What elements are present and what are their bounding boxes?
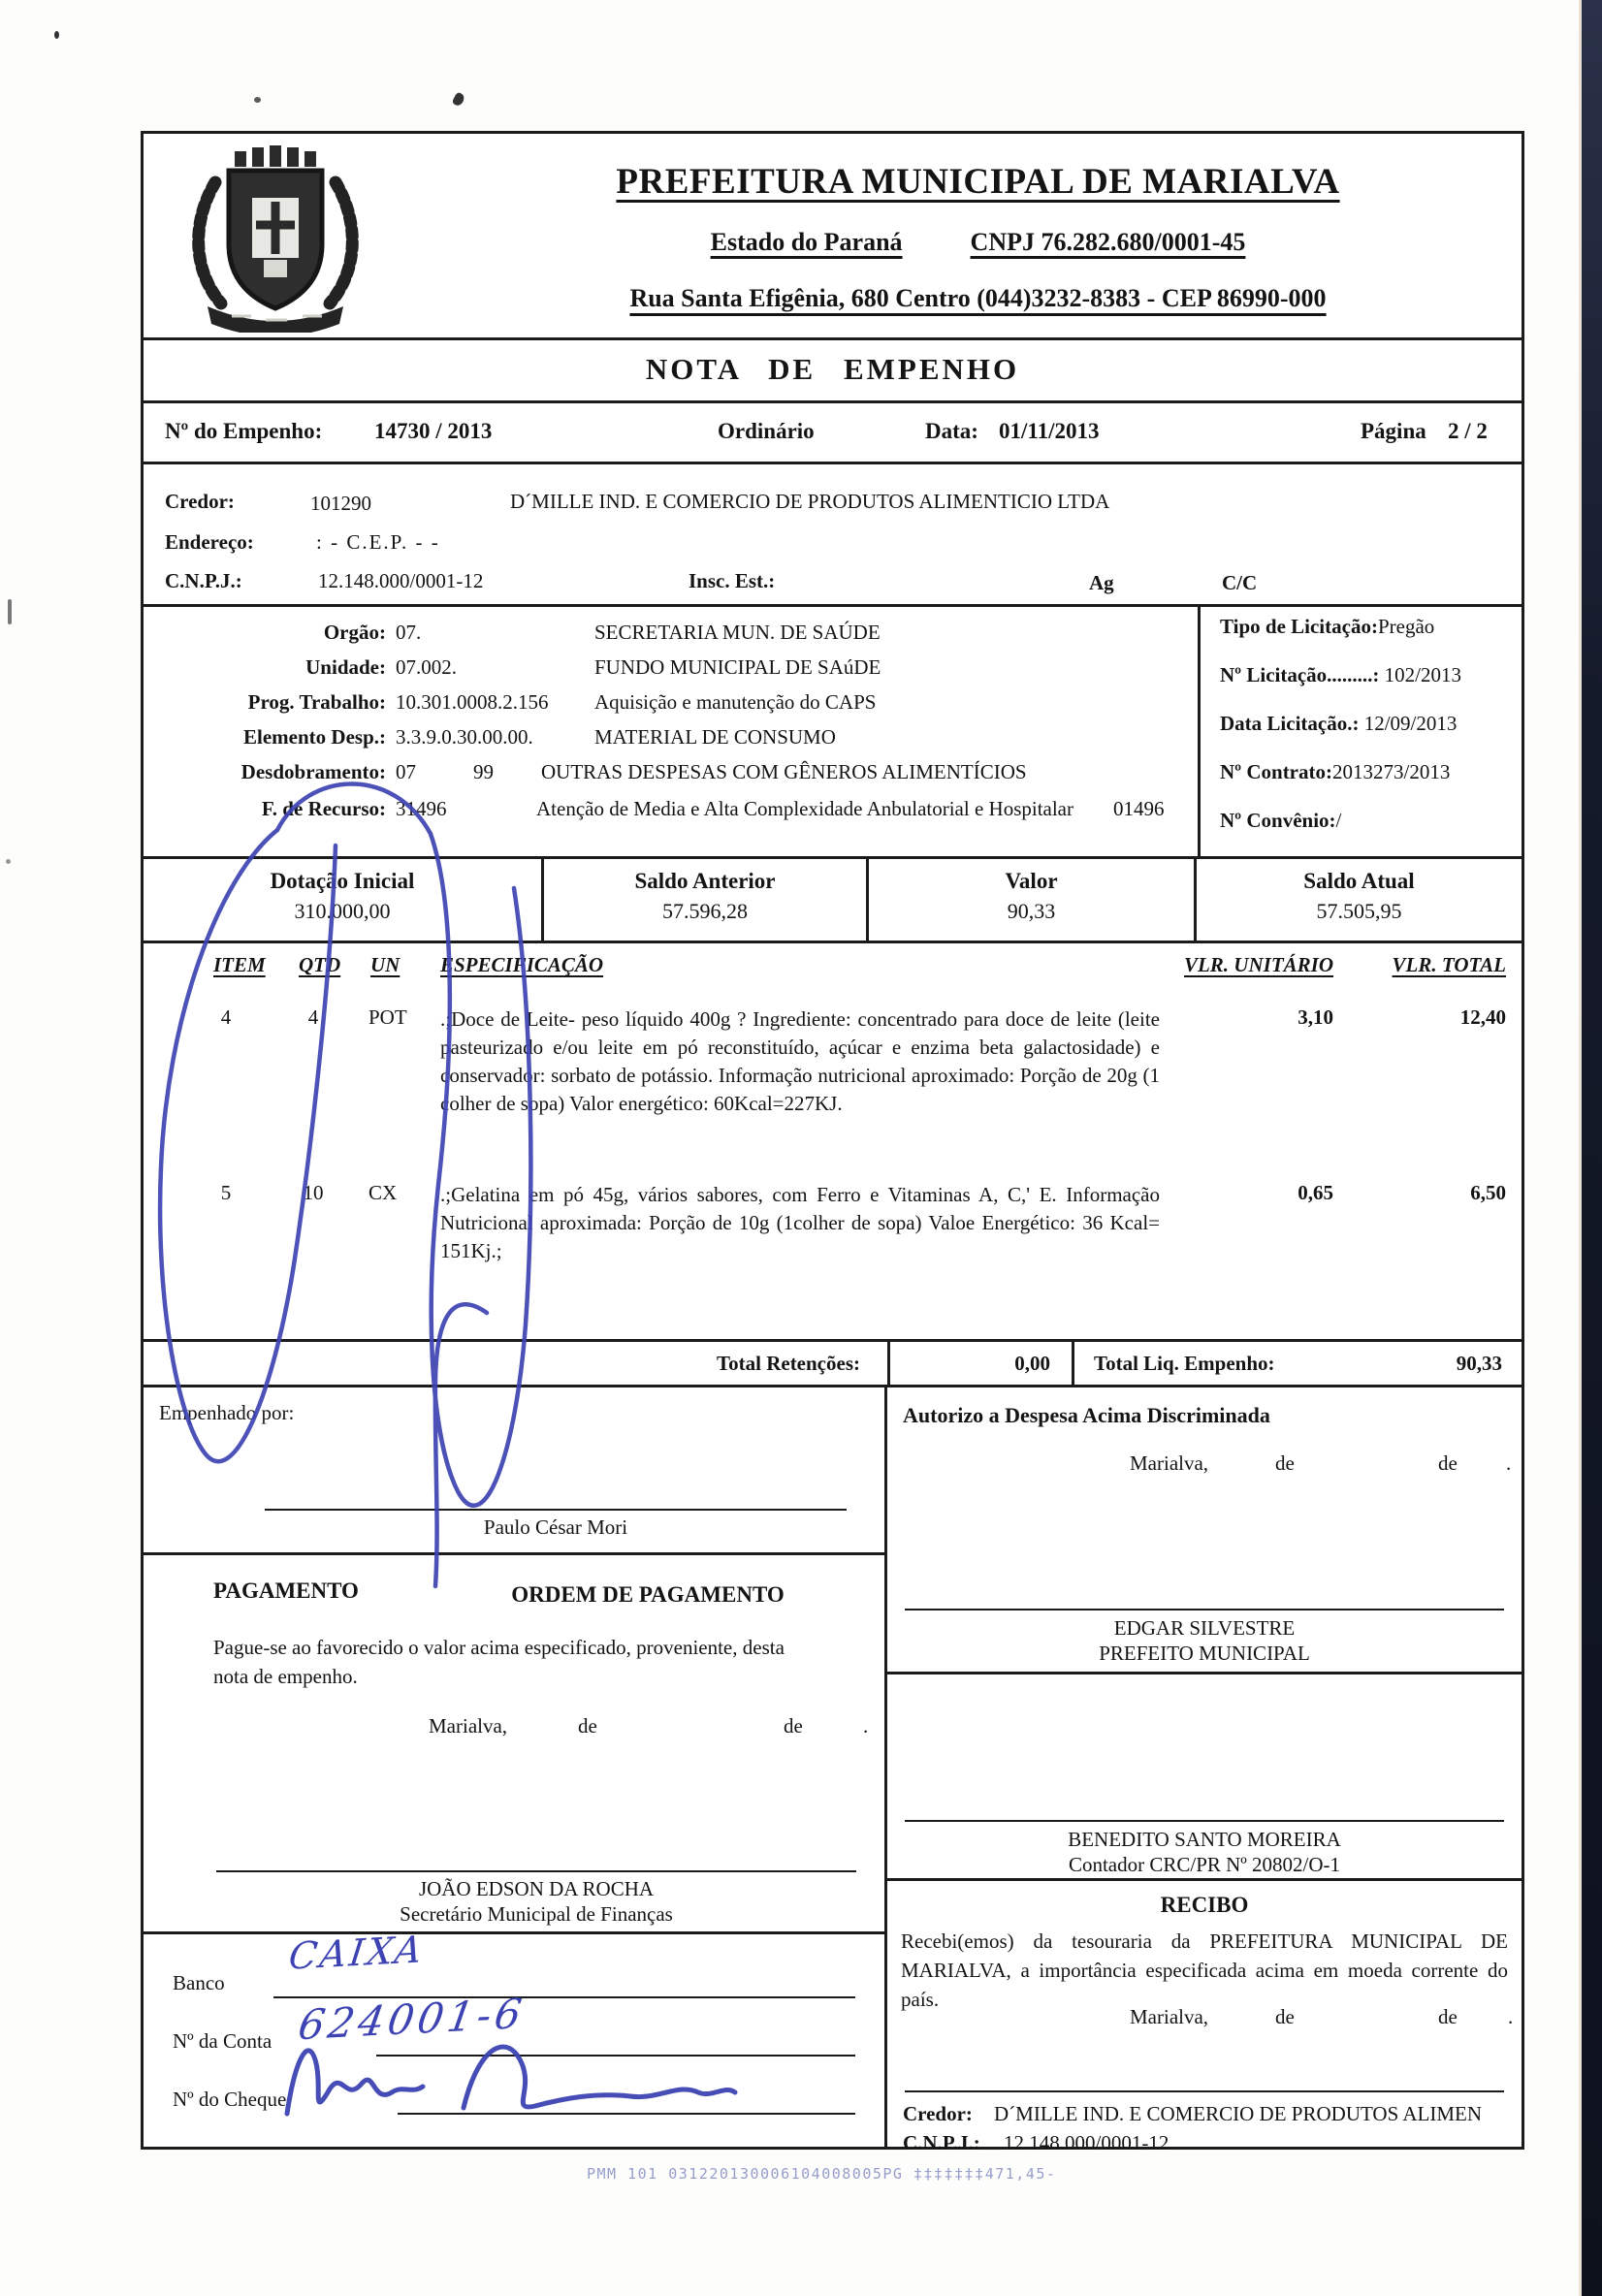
prog-trabalho-desc: Aquisição e manutenção do CAPS xyxy=(594,690,877,714)
item-qtd: 4 xyxy=(307,1005,319,1029)
nota-de-empenho-document xyxy=(141,131,1524,2154)
dotacao-inicial-cell xyxy=(144,859,541,941)
endereco-label: Endereço: xyxy=(165,530,254,554)
col-header-un: UN xyxy=(370,953,400,976)
prefeito-title: PREFEITO MUNICIPAL xyxy=(1099,1642,1310,1665)
fonte-recurso-desc: Atenção de Media e Alta Complexidade Anbulatorial e Hospitalar xyxy=(536,797,1073,820)
fonte-recurso-extra-code: 01496 xyxy=(1113,797,1165,820)
signature-line xyxy=(265,1509,847,1511)
item-vlr-total: 6,50 xyxy=(1470,1181,1506,1204)
city-label: Marialva, xyxy=(1130,2005,1209,2028)
desdobramento-row xyxy=(144,760,1198,784)
empenho-number-label: Nº do Empenho: xyxy=(165,419,323,443)
de-label: de xyxy=(1438,1451,1458,1475)
signature-line xyxy=(216,1870,856,1872)
saldo-anterior-cell xyxy=(541,859,866,941)
contrato-value: 2013273/2013 xyxy=(1332,760,1451,783)
contrato-label: Nº Contrato: xyxy=(1220,760,1332,783)
dotacao-inicial-header: Dotação Inicial xyxy=(270,869,415,893)
items-table xyxy=(144,941,1522,1339)
pagamento-cell xyxy=(144,1552,884,1931)
data-licitacao-row xyxy=(1220,712,1457,736)
item-vlr-unitario: 3,10 xyxy=(1298,1005,1333,1029)
orgao-desc: SECRETARIA MUN. DE SAÚDE xyxy=(594,621,881,644)
empenho-type: Ordinário xyxy=(718,419,815,443)
header-text-block xyxy=(434,134,1522,337)
autorizo-label: Autorizo a Despesa Acima Discriminada xyxy=(903,1403,1270,1427)
budget-section xyxy=(144,604,1522,856)
cheque-label: Nº do Cheque xyxy=(173,2088,287,2111)
scan-speck xyxy=(54,31,59,39)
de-label: de xyxy=(784,1714,803,1738)
prefeitura-title: PREFEITURA MUNICIPAL DE MARIALVA xyxy=(616,162,1340,202)
cheque-fill-line xyxy=(398,2113,855,2115)
city-label: Marialva, xyxy=(429,1714,508,1738)
contador-name: BENEDITO SANTO MOREIRA xyxy=(1068,1828,1341,1851)
desdobramento-code2: 99 xyxy=(473,760,494,783)
total-liq-label: Total Liq. Empenho: xyxy=(1094,1352,1275,1375)
total-retencoes-value: 0,00 xyxy=(1014,1352,1050,1375)
fonte-recurso-code: 31496 xyxy=(396,797,447,820)
period-mark: . xyxy=(1506,1451,1512,1475)
municipal-logo-box xyxy=(144,134,434,337)
de-label: de xyxy=(578,1714,597,1738)
document-title: NOTA DE EMPENHO xyxy=(144,337,1522,400)
conta-fill-line xyxy=(376,2055,855,2057)
saldo-anterior-header: Saldo Anterior xyxy=(634,869,776,893)
orgao-code: 07. xyxy=(396,621,422,644)
de-label: de xyxy=(1438,2005,1458,2028)
elemento-desp-label: Elemento Desp.: xyxy=(243,725,386,749)
convenio-label: Nº Convênio: xyxy=(1220,809,1336,832)
elemento-desp-code: 3.3.9.0.30.00.00. xyxy=(396,725,533,749)
item-un: POT xyxy=(368,1005,407,1029)
signature-line xyxy=(905,1609,1504,1610)
desdobramento-code: 07 xyxy=(396,760,416,783)
de-label: de xyxy=(1275,2005,1295,2028)
secretario-name: JOÃO EDSON DA ROCHA xyxy=(418,1877,655,1900)
col-header-especificacao: ESPECIFICAÇÃO xyxy=(440,953,604,976)
credor-cnpj: 12.148.000/0001-12 xyxy=(318,569,484,592)
item-vlr-unitario: 0,65 xyxy=(1298,1181,1333,1204)
elemento-desp-desc: MATERIAL DE CONSUMO xyxy=(594,725,836,749)
signature-line xyxy=(905,2090,1504,2092)
conta-label: Nº da Conta xyxy=(173,2029,272,2053)
scan-speck xyxy=(6,859,11,864)
total-retencoes-label: Total Retenções: xyxy=(717,1352,860,1375)
ag-label: Ag xyxy=(1089,571,1114,594)
page-label: Página xyxy=(1361,419,1426,443)
col-header-qtd: QTD xyxy=(299,953,341,976)
col-header-vlr-unitario: VLR. UNITÁRIO xyxy=(1183,953,1333,976)
banco-label: Banco xyxy=(173,1971,225,1994)
document-header xyxy=(144,134,1522,337)
total-liq-value: 90,33 xyxy=(1456,1352,1502,1375)
num-licitacao-label: Nº Licitação.........: xyxy=(1220,663,1380,686)
dotacao-inicial-value: 310.000,00 xyxy=(294,899,391,923)
prefeito-name: EDGAR SILVESTRE xyxy=(1113,1616,1296,1640)
city-label: Marialva, xyxy=(1130,1451,1209,1475)
col-header-item: ITEM xyxy=(213,953,266,976)
budget-classification xyxy=(144,607,1198,856)
item-qtd: 10 xyxy=(303,1181,324,1204)
credor-cnpj-label: C.N.P.J.: xyxy=(165,569,242,592)
empenho-number: 14730 / 2013 xyxy=(374,419,493,443)
recibo-credor-label: Credor: xyxy=(903,2102,973,2125)
unidade-row xyxy=(144,655,1198,680)
marialva-coat-of-arms-icon xyxy=(178,144,372,333)
dotacao-table xyxy=(144,856,1522,941)
recibo-credor-name: D´MILLE IND. E COMERCIO DE PRODUTOS ALIMEN xyxy=(994,2102,1483,2125)
tipo-licitacao-value: Pregão xyxy=(1377,615,1435,638)
convenio-row xyxy=(1220,809,1341,833)
address-line: Rua Santa Efigênia, 680 Centro (044)3232-8383 - CEP 86990-000 xyxy=(629,284,1327,312)
period-mark: . xyxy=(863,1714,869,1738)
unidade-code: 07.002. xyxy=(396,655,457,679)
desdobramento-desc: OUTRAS DESPESAS COM GÊNEROS ALIMENTÍCIOS xyxy=(541,760,1027,783)
scan-speck xyxy=(254,97,261,103)
unidade-label: Unidade: xyxy=(305,655,386,679)
num-licitacao-row xyxy=(1220,663,1461,687)
credor-code: 101290 xyxy=(310,492,371,515)
scan-speck xyxy=(452,91,466,107)
dot-matrix-validator-line: PMM 101 031220130006104008005PG ‡‡‡‡‡‡‡471,45- xyxy=(587,2165,1057,2183)
desdobramento-label: Desdobramento: xyxy=(240,760,386,783)
data-licitacao-value: 12/09/2013 xyxy=(1363,712,1458,735)
recibo-title: RECIBO xyxy=(1160,1893,1249,1917)
empenhado-por-cell xyxy=(144,1387,884,1552)
item-spec: .;Gelatina em pó 45g, vários sabores, com Ferro e Vitaminas A, C,' E. Informação Nutricional aproximada: Porção de 10g (1colher de sopa) Valoe Energético: 36 Kcal= 151Kj.; xyxy=(440,1183,1160,1262)
pagamento-label: PAGAMENTO xyxy=(213,1578,359,1603)
prog-trabalho-label: Prog. Trabalho: xyxy=(247,690,386,714)
signature-line xyxy=(905,1820,1504,1822)
item-number: 4 xyxy=(220,1005,232,1029)
endereco-value: : - C.E.P. - - xyxy=(316,530,440,554)
elemento-desp-row xyxy=(144,725,1198,749)
handwritten-conta-value: 624001-6 xyxy=(295,1989,529,2050)
saldo-anterior-value: 57.596,28 xyxy=(662,899,748,923)
empenho-number-row xyxy=(144,400,1522,462)
item-vlr-total: 12,40 xyxy=(1459,1005,1506,1029)
empenhado-por-label: Empenhado por: xyxy=(159,1401,295,1424)
bank-info-cell xyxy=(144,1931,884,2152)
recibo-text: Recebi(emos) da tesouraria da PREFEITURA MUNICIPAL DE MARIALVA, a importância especificada acima em moeda corrente do país. xyxy=(901,1929,1508,2011)
pagamento-text: Pague-se ao favorecido o valor acima especificado, proveniente, desta nota de empenho. xyxy=(213,1636,785,1689)
prog-trabalho-row xyxy=(144,690,1198,715)
estado-cnpj-line xyxy=(434,228,1522,257)
cnpj-header: CNPJ 76.282.680/0001-45 xyxy=(970,228,1246,256)
item-number: 5 xyxy=(220,1181,232,1204)
recibo-cnpj-value: 12.148.000/0001-12 xyxy=(1004,2131,1169,2154)
contador-cell xyxy=(887,1672,1522,1878)
num-licitacao-value: 102/2013 xyxy=(1384,663,1461,686)
orgao-row xyxy=(144,621,1198,645)
tipo-licitacao-label: Tipo de Licitação: xyxy=(1220,615,1378,638)
orgao-label: Orgão: xyxy=(323,621,386,644)
recibo-cnpj-label: C.N.P.J.: xyxy=(903,2131,980,2154)
scan-edge-shadow xyxy=(1582,0,1602,2296)
saldo-atual-value: 57.505,95 xyxy=(1316,899,1402,923)
secretario-title: Secretário Municipal de Finanças xyxy=(400,1902,673,1926)
valor-value: 90,33 xyxy=(1007,899,1056,923)
fonte-recurso-label: F. de Recurso: xyxy=(261,797,386,820)
date-value: 01/11/2013 xyxy=(999,419,1100,443)
contrato-row xyxy=(1220,760,1450,784)
col-header-vlr-total: VLR. TOTAL xyxy=(1392,953,1506,976)
data-licitacao-label: Data Licitação.: xyxy=(1220,712,1360,735)
recibo-cell xyxy=(887,1878,1522,2152)
saldo-atual-header: Saldo Atual xyxy=(1303,869,1415,893)
period-mark: . xyxy=(1508,2005,1514,2028)
convenio-value: / xyxy=(1335,809,1342,832)
fonte-recurso-row xyxy=(144,797,1198,821)
unidade-desc: FUNDO MUNICIPAL DE SAúDE xyxy=(594,655,881,679)
prog-trabalho-code: 10.301.0008.2.156 xyxy=(396,690,549,714)
cc-label: C/C xyxy=(1222,571,1258,594)
scan-speck xyxy=(8,599,12,624)
contador-title: Contador CRC/PR Nº 20802/O-1 xyxy=(1068,1853,1341,1876)
total-retencoes-value-cell xyxy=(887,1342,1072,1385)
handwritten-banco-value: CAIXA xyxy=(286,1928,428,1978)
date-label: Data: xyxy=(925,419,978,443)
valor-header: Valor xyxy=(1005,869,1058,893)
credor-label: Credor: xyxy=(165,490,235,513)
total-liq-cell xyxy=(1072,1342,1522,1385)
autorizo-cell xyxy=(887,1387,1522,1672)
signatures-right-column xyxy=(887,1387,1522,2154)
estado-label: Estado do Paraná xyxy=(710,228,903,256)
saldo-atual-cell xyxy=(1194,859,1522,941)
total-retencoes-cell xyxy=(144,1342,887,1385)
licitacao-box xyxy=(1198,607,1522,856)
item-spec: .;Doce de Leite- peso líquido 400g ? Ingrediente: concentrado para doce de leite (leite pasteurizado e/ou leite em pó reconstituído, açúcar e enzima beta galactosidade) e conservador: sorbato de potássio. Informação nutricional aproximado: Porção de 20g (1 colher de sopa) Valor energético: 60Kcal=227KJ. xyxy=(440,1007,1160,1115)
valor-cell xyxy=(866,859,1194,941)
tipo-licitacao-row xyxy=(1220,615,1434,639)
credor-name: D´MILLE IND. E COMERCIO DE PRODUTOS ALIMENTICIO LTDA xyxy=(510,490,1110,513)
de-label: de xyxy=(1275,1451,1295,1475)
insc-est-label: Insc. Est.: xyxy=(689,569,776,592)
credor-box xyxy=(144,462,1522,604)
totals-row xyxy=(144,1339,1522,1385)
ordem-pagamento-label: ORDEM DE PAGAMENTO xyxy=(511,1582,785,1607)
empenhado-signature-name: Paulo César Mori xyxy=(483,1515,628,1539)
item-un: CX xyxy=(368,1181,398,1204)
page-value: 2 / 2 xyxy=(1448,419,1488,443)
